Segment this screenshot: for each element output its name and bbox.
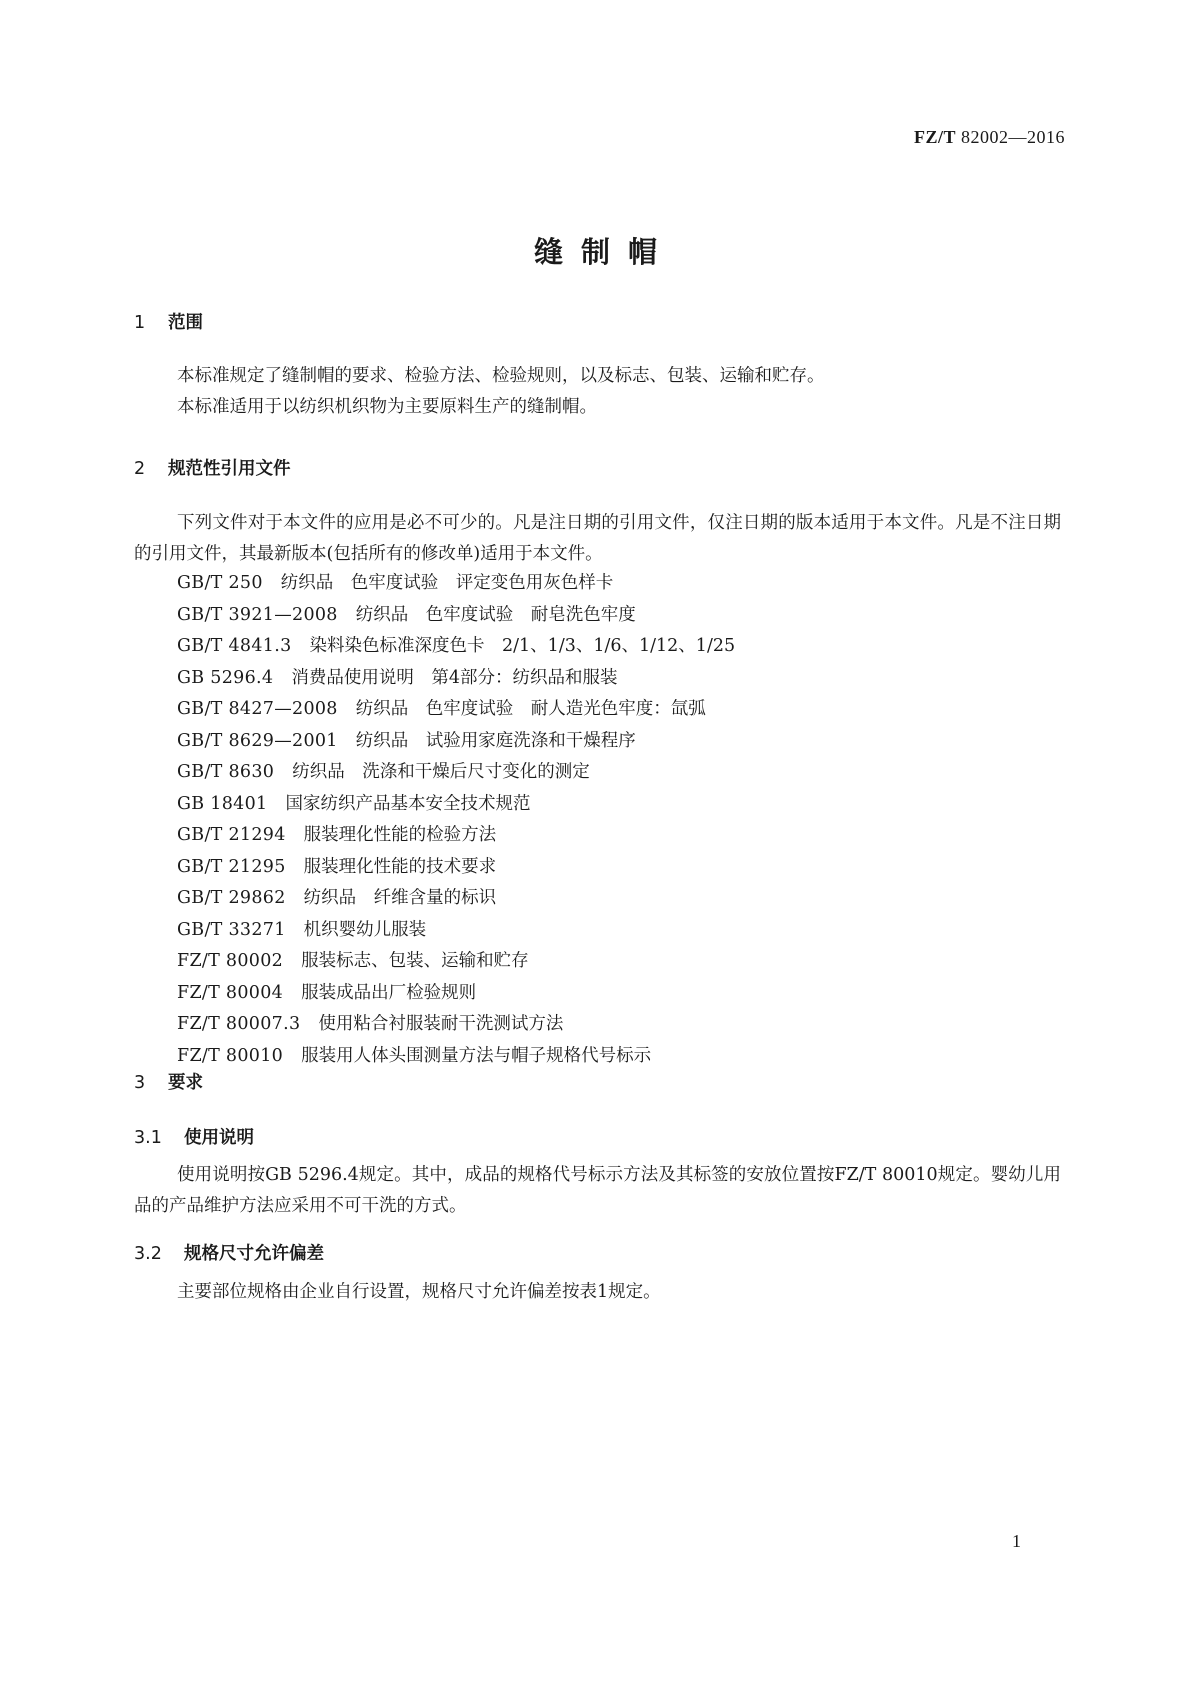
document-title: 缝制帽 xyxy=(533,235,675,269)
reference-code: FZ/T 80010 xyxy=(177,1045,284,1066)
reference-title: 消费品使用说明 第4部分：纺织品和服装 xyxy=(291,667,618,688)
section-title: 规范性引用文件 xyxy=(168,459,291,479)
reference-code: GB/T 33271 xyxy=(177,919,286,940)
reference-item xyxy=(177,883,735,915)
reference-item xyxy=(177,946,735,978)
standard-code xyxy=(914,127,1065,148)
section-number: 3.2 xyxy=(134,1244,162,1264)
page-number: 1 xyxy=(1012,1531,1021,1551)
standard-code-number: 82002—2016 xyxy=(961,127,1065,147)
reference-code: GB/T 8427—2008 xyxy=(177,699,338,719)
section-title: 使用说明 xyxy=(184,1128,254,1148)
section-3-2-heading xyxy=(134,1240,324,1265)
section-3-heading xyxy=(134,1069,203,1094)
reference-item xyxy=(177,726,735,758)
reference-item xyxy=(177,694,735,726)
reference-title: 使用粘合衬服装耐干洗测试方法 xyxy=(318,1014,564,1034)
reference-code: GB/T 4841.3 xyxy=(177,636,292,656)
reference-title: 服装理化性能的检验方法 xyxy=(303,825,497,845)
reference-item xyxy=(177,663,735,695)
paragraph: 主要部位规格由企业自行设置，规格尺寸允许偏差按表1规定。 xyxy=(177,1282,661,1302)
reference-code: GB/T 21295 xyxy=(177,856,286,877)
reference-title: 服装成品出厂检验规则 xyxy=(301,982,477,1003)
reference-item xyxy=(177,852,735,884)
reference-title: 纺织品 洗涤和干燥后尺寸变化的测定 xyxy=(292,762,590,782)
reference-item xyxy=(177,978,735,1010)
reference-title: 国家纺织产品基本安全技术规范 xyxy=(285,793,531,814)
reference-item xyxy=(177,1009,735,1041)
paragraph: 本标准规定了缝制帽的要求、检验方法、检验规则，以及标志、包装、运输和贮存。 xyxy=(177,366,825,386)
reference-code: FZ/T 80002 xyxy=(177,951,284,971)
reference-item xyxy=(177,757,735,789)
reference-code: GB 5296.4 xyxy=(177,667,274,688)
reference-title: 机织婴幼儿服装 xyxy=(303,919,427,940)
reference-item xyxy=(177,631,735,663)
reference-title: 服装用人体头围测量方法与帽子规格代号标示 xyxy=(301,1045,652,1066)
reference-code: GB/T 8630 xyxy=(177,762,275,782)
reference-title: 服装标志、包装、运输和贮存 xyxy=(301,951,529,971)
reference-code: GB/T 8629—2001 xyxy=(177,730,338,751)
normative-references-list xyxy=(177,568,735,1072)
section-number: 3 xyxy=(134,1073,146,1093)
reference-code: GB/T 250 xyxy=(177,573,263,593)
section-number: 1 xyxy=(134,313,146,333)
reference-item xyxy=(177,915,735,947)
reference-item xyxy=(177,1041,735,1073)
reference-code: FZ/T 80007.3 xyxy=(177,1014,301,1034)
reference-code: GB/T 3921—2008 xyxy=(177,604,338,625)
reference-title: 纺织品 试验用家庭洗涤和干燥程序 xyxy=(355,730,636,751)
section-title: 要求 xyxy=(168,1073,203,1093)
section-3-1-heading xyxy=(134,1124,254,1149)
paragraph: 使用说明按GB 5296.4规定。其中，成品的规格代号标示方法及其标签的安放位置按FZ/T 80010规定。婴幼儿用品的产品维护方法应采用不可干洗的方式。 xyxy=(134,1165,1061,1216)
reference-item xyxy=(177,820,735,852)
standard-code-prefix: FZ/T xyxy=(913,127,956,147)
section-1-heading xyxy=(134,309,203,334)
reference-code: GB/T 21294 xyxy=(177,825,286,845)
reference-title: 纺织品 色牢度试验 评定变色用灰色样卡 xyxy=(280,573,614,593)
reference-item xyxy=(177,789,735,821)
reference-code: GB 18401 xyxy=(177,793,268,814)
reference-title: 服装理化性能的技术要求 xyxy=(303,856,497,877)
paragraph: 本标准适用于以纺织机织物为主要原料生产的缝制帽。 xyxy=(177,397,597,417)
section-number: 2 xyxy=(134,459,146,479)
reference-code: FZ/T 80004 xyxy=(177,982,284,1003)
references-intro: 下列文件对于本文件的应用是必不可少的。凡是注日期的引用文件，仅注日期的版本适用于本文件。凡是不注日期的引用文件，其最新版本(包括所有的修改单)适用于本文件。 xyxy=(134,513,1061,564)
section-title: 规格尺寸允许偏差 xyxy=(184,1244,324,1264)
section-number: 3.1 xyxy=(134,1128,162,1148)
reference-title: 纺织品 纤维含量的标识 xyxy=(303,888,497,908)
section-2-heading xyxy=(134,455,291,480)
reference-title: 染料染色标准深度色卡 2/1、1/3、1/6、1/12、1/25 xyxy=(309,636,736,656)
reference-code: GB/T 29862 xyxy=(177,888,286,908)
reference-item xyxy=(177,568,735,600)
reference-title: 纺织品 色牢度试验 耐人造光色牢度：氙弧 xyxy=(355,699,706,719)
reference-title: 纺织品 色牢度试验 耐皂洗色牢度 xyxy=(355,604,636,625)
reference-item xyxy=(177,600,735,632)
section-title: 范围 xyxy=(168,313,203,333)
